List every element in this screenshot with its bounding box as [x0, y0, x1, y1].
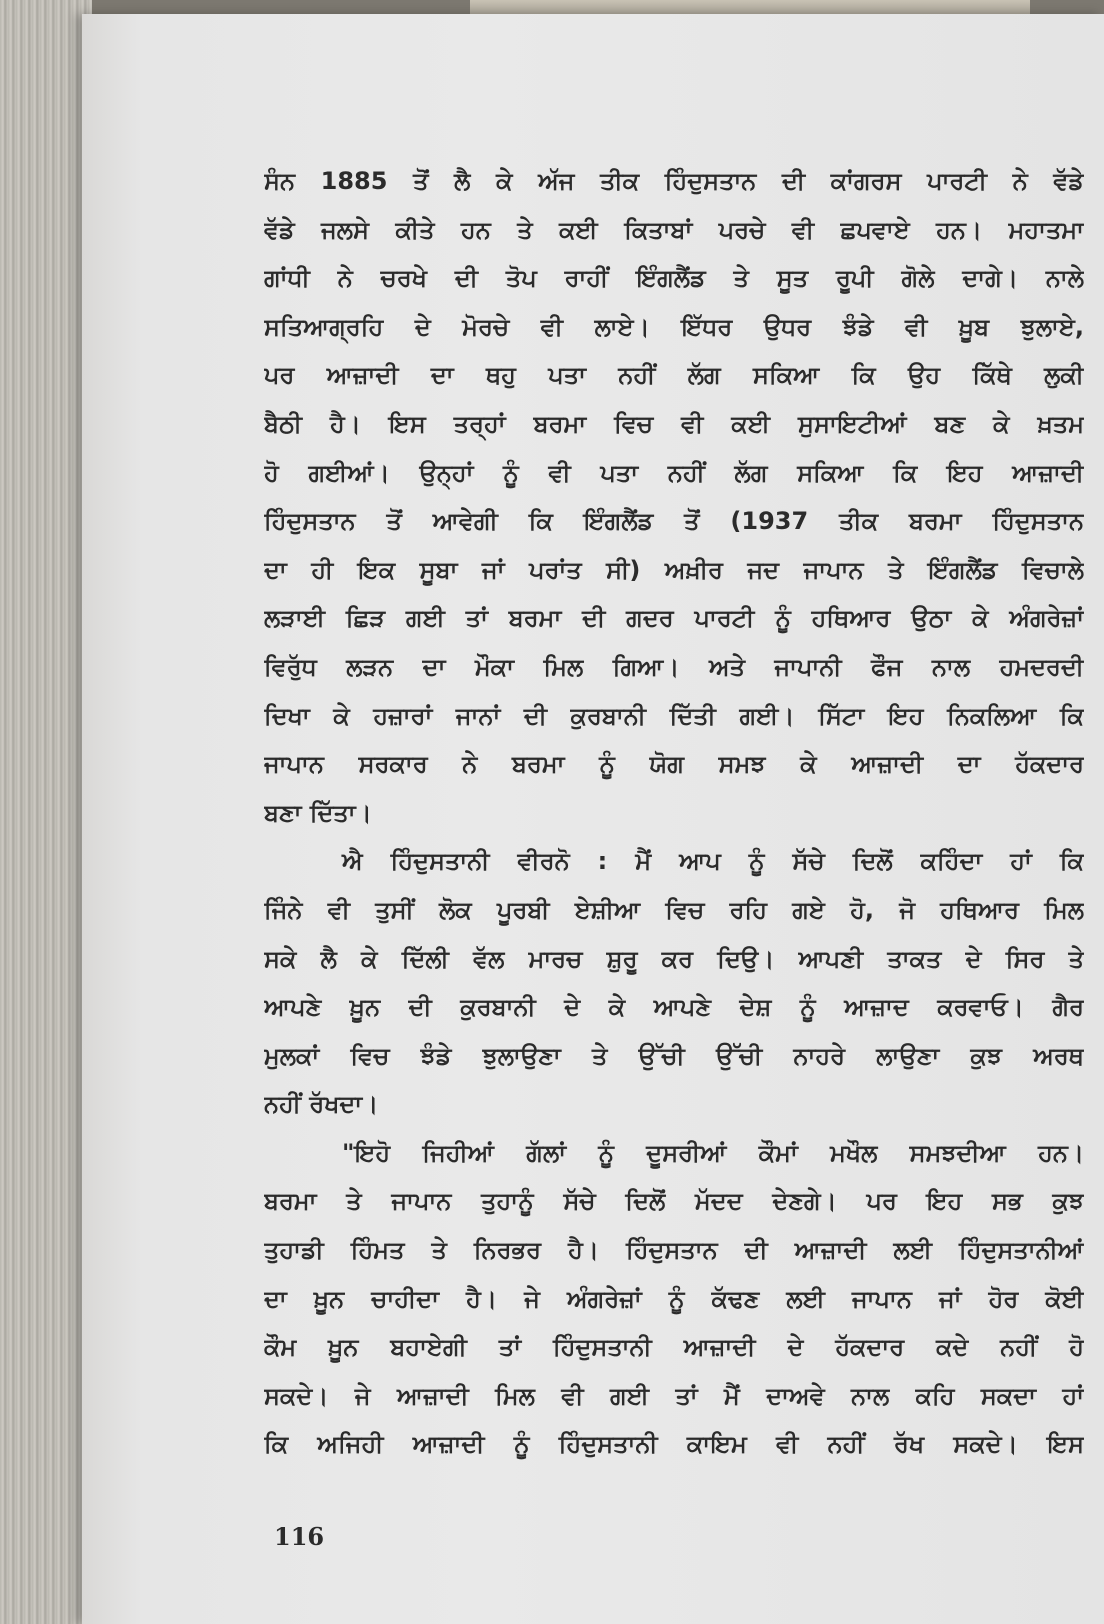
book-page-edges — [0, 0, 92, 1624]
text-line: ਕੌਮ ਖ਼ੂਨ ਬਹਾਏਗੀ ਤਾਂ ਹਿੰਦੁਸਤਾਨੀ ਆਜ਼ਾਦੀ ਦੇ ਹੱਕਦਾਰ ਕਦੇ ਨਹੀਂ ਹੋ — [264, 1333, 1084, 1362]
text-line: ਨਹੀਂ ਰੱਖਦਾ। — [264, 1090, 379, 1119]
text-line: ਪਰ ਆਜ਼ਾਦੀ ਦਾ ਥਹੁ ਪਤਾ ਨਹੀਂ ਲੱਗ ਸਕਿਆ ਕਿ ਉਹ ਕਿੱਥੇ ਲੁਕੀ — [264, 361, 1084, 390]
text-line: ਜਿੰਨੇ ਵੀ ਤੁਸੀਂ ਲੋਕ ਪੂਰਬੀ ਏਸ਼ੀਆ ਵਿਚ ਰਹਿ ਗਏ ਹੋ, ਜੋ ਹਥਿਆਰ ਮਿਲ — [264, 895, 1084, 924]
text-line: ਬਰਮਾ ਤੇ ਜਾਪਾਨ ਤੁਹਾਨੂੰ ਸੱਚੇ ਦਿਲੋਂ ਮੱਦਦ ਦੇਣਗੇ। ਪਰ ਇਹ ਸਭ ਕੁਝ — [264, 1187, 1084, 1216]
text-line: ਤੁਹਾਡੀ ਹਿੰਮਤ ਤੇ ਨਿਰਭਰ ਹੈ। ਹਿੰਦੁਸਤਾਨ ਦੀ ਆਜ਼ਾਦੀ ਲਈ ਹਿੰਦੁਸਤਾਨੀਆਂ — [264, 1236, 1084, 1265]
text-line: ਜਾਪਾਨ ਸਰਕਾਰ ਨੇ ਬਰਮਾ ਨੂੰ ਯੋਗ ਸਮਝ ਕੇ ਆਜ਼ਾਦੀ ਦਾ ਹੱਕਦਾਰ — [264, 750, 1084, 779]
text-line: ਬੈਠੀ ਹੈ। ਇਸ ਤਰ੍ਹਾਂ ਬਰਮਾ ਵਿਚ ਵੀ ਕਈ ਸੁਸਾਇਟੀਆਂ ਬਣ ਕੇ ਖ਼ਤਮ — [264, 409, 1084, 438]
text-line: "ਇਹੋ ਜਿਹੀਆਂ ਗੱਲਾਂ ਨੂੰ ਦੂਸਰੀਆਂ ਕੌਮਾਂ ਮਖੌਲ ਸਮਝਦੀਆ ਹਨ। — [342, 1138, 1084, 1167]
text-line: ਦਾ ਖ਼ੂਨ ਚਾਹੀਦਾ ਹੈ। ਜੇ ਅੰਗਰੇਜ਼ਾਂ ਨੂੰ ਕੱਢਣ ਲਈ ਜਾਪਾਨ ਜਾਂ ਹੋਰ ਕੋਈ — [264, 1284, 1084, 1313]
text-line: ਮੁਲਕਾਂ ਵਿਚ ਝੰਡੇ ਝੁਲਾਉਣਾ ਤੇ ਉੱਚੀ ਉੱਚੀ ਨਾਹਰੇ ਲਾਉਣਾ ਕੁਝ ਅਰਥ — [264, 1041, 1084, 1070]
text-line: ਵੱਡੇ ਜਲਸੇ ਕੀਤੇ ਹਨ ਤੇ ਕਈ ਕਿਤਾਬਾਂ ਪਰਚੇ ਵੀ ਛਪਵਾਏ ਹਨ। ਮਹਾਤਮਾ — [264, 215, 1084, 244]
text-line: ਹਿੰਦੁਸਤਾਨ ਤੋਂ ਆਵੇਗੀ ਕਿ ਇੰਗਲੈਂਡ ਤੋਂ (1937 ਤੀਕ ਬਰਮਾ ਹਿੰਦੁਸਤਾਨ — [264, 507, 1084, 536]
text-line: ਸੰਨ 1885 ਤੋਂ ਲੈ ਕੇ ਅੱਜ ਤੀਕ ਹਿੰਦੁਸਤਾਨ ਦੀ ਕਾਂਗਰਸ ਪਾਰਟੀ ਨੇ ਵੱਡੇ — [264, 167, 1084, 195]
text-line: ਆਪਣੇ ਖ਼ੂਨ ਦੀ ਕੁਰਬਾਨੀ ਦੇ ਕੇ ਆਪਣੇ ਦੇਸ਼ ਨੂੰ ਆਜ਼ਾਦ ਕਰਵਾਓ। ਗੈਰ — [264, 993, 1084, 1022]
text-line: ਸਕੇ ਲੈ ਕੇ ਦਿੱਲੀ ਵੱਲ ਮਾਰਚ ਸ਼ੁਰੂ ਕਰ ਦਿਉ। ਆਪਣੀ ਤਾਕਤ ਦੇ ਸਿਰ ਤੇ — [264, 944, 1084, 973]
page-number: 116 — [274, 1522, 325, 1551]
text-line: ਬਣਾ ਦਿੱਤਾ। — [264, 798, 372, 827]
text-line: ਕਿ ਅਜਿਹੀ ਆਜ਼ਾਦੀ ਨੂੰ ਹਿੰਦੁਸਤਾਨੀ ਕਾਇਮ ਵੀ ਨਹੀਂ ਰੱਖ ਸਕਦੇ। ਇਸ — [264, 1430, 1084, 1459]
text-line: ਲੜਾਈ ਛਿੜ ਗਈ ਤਾਂ ਬਰਮਾ ਦੀ ਗਦਰ ਪਾਰਟੀ ਨੂੰ ਹਥਿਆਰ ਉਠਾ ਕੇ ਅੰਗਰੇਜ਼ਾਂ — [264, 604, 1084, 633]
text-line: ਦਿਖਾ ਕੇ ਹਜ਼ਾਰਾਂ ਜਾਨਾਂ ਦੀ ਕੁਰਬਾਨੀ ਦਿੱਤੀ ਗਈ। ਸਿੱਟਾ ਇਹ ਨਿਕਲਿਆ ਕਿ — [264, 701, 1084, 730]
text-line: ਐ ਹਿੰਦੁਸਤਾਨੀ ਵੀਰਨੋ : ਮੈਂ ਆਪ ਨੂੰ ਸੱਚੇ ਦਿਲੋਂ ਕਹਿੰਦਾ ਹਾਂ ਕਿ — [342, 847, 1084, 876]
body-text — [264, 157, 1084, 1469]
text-line: ਵਿਰੁੱਧ ਲੜਨ ਦਾ ਮੌਕਾ ਮਿਲ ਗਿਆ। ਅਤੇ ਜਾਪਾਨੀ ਫੌਜ ਨਾਲ ਹਮਦਰਦੀ — [264, 652, 1084, 681]
text-line: ਦਾ ਹੀ ਇਕ ਸੂਬਾ ਜਾਂ ਪਰਾਂਤ ਸੀ) ਅਖ਼ੀਰ ਜਦ ਜਾਪਾਨ ਤੇ ਇੰਗਲੈਂਡ ਵਿਚਾਲੇ — [264, 555, 1084, 584]
text-line: ਸਤਿਆਗ੍ਰਹਿ ਦੇ ਮੋਰਚੇ ਵੀ ਲਾਏ। ਇੱਧਰ ਉਧਰ ਝੰਡੇ ਵੀ ਖ਼ੂਬ ਝੁਲਾਏ, — [264, 312, 1084, 341]
text-line: ਹੋ ਗਈਆਂ। ਉਨ੍ਹਾਂ ਨੂੰ ਵੀ ਪਤਾ ਨਹੀਂ ਲੱਗ ਸਕਿਆ ਕਿ ਇਹ ਆਜ਼ਾਦੀ — [264, 458, 1084, 487]
text-line: ਗਾਂਧੀ ਨੇ ਚਰਖੇ ਦੀ ਤੋਪ ਰਾਹੀਂ ਇੰਗਲੈਂਡ ਤੇ ਸੂਤ ਰੂਪੀ ਗੋਲੇ ਦਾਗੇ। ਨਾਲੇ — [264, 264, 1084, 293]
text-line: ਸਕਦੇ। ਜੇ ਆਜ਼ਾਦੀ ਮਿਲ ਵੀ ਗਈ ਤਾਂ ਮੈਂ ਦਾਅਵੇ ਨਾਲ ਕਹਿ ਸਕਦਾ ਹਾਂ — [264, 1381, 1084, 1410]
